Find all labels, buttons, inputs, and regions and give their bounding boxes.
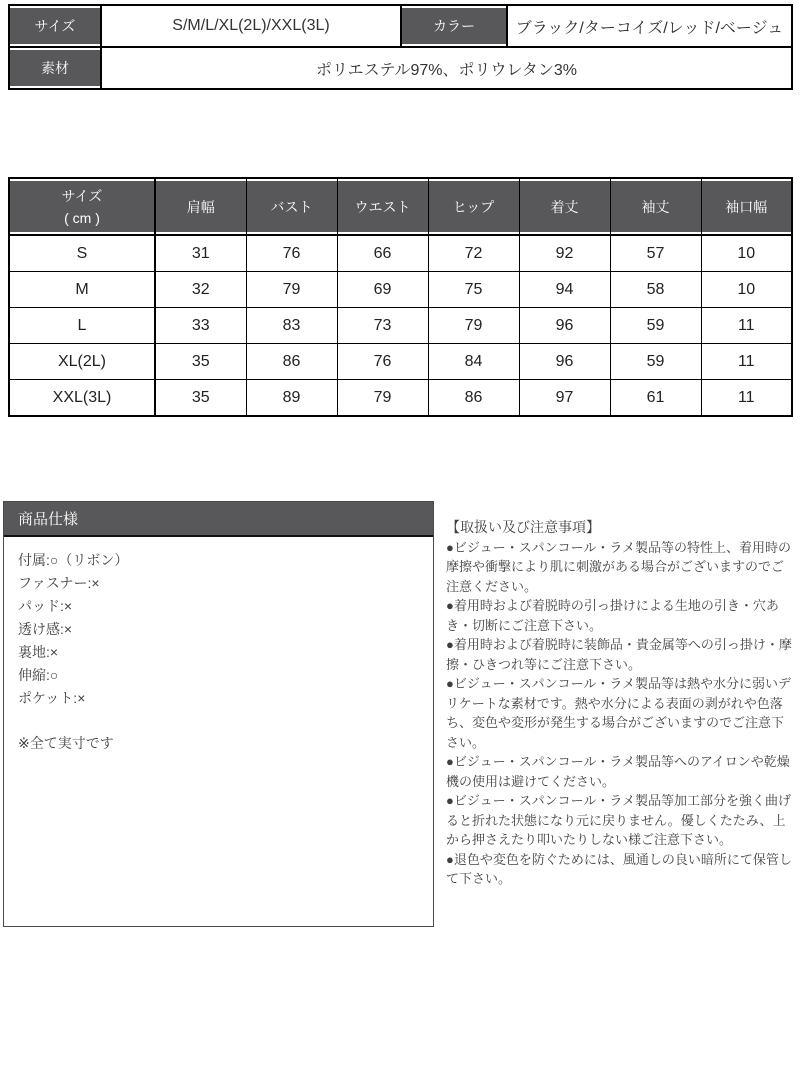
cell: 76: [246, 235, 337, 272]
cell: 89: [246, 380, 337, 417]
size-chart-table: [8, 177, 793, 417]
col-header-cuff: 袖口幅: [701, 178, 792, 235]
corner-label-line1: サイズ: [61, 187, 103, 204]
cell: 96: [519, 308, 610, 344]
spec-row-size-color: [9, 5, 792, 47]
cell: 84: [428, 344, 519, 380]
col-header-waist: ウエスト: [337, 178, 428, 235]
cell: 69: [337, 272, 428, 308]
corner-label-line2: ( cm ): [64, 209, 100, 226]
row-label: M: [9, 272, 155, 308]
cell: 59: [610, 344, 701, 380]
cell: 10: [701, 235, 792, 272]
row-label: L: [9, 308, 155, 344]
cell: 79: [337, 380, 428, 417]
cell: 97: [519, 380, 610, 417]
col-header-length: 着丈: [519, 178, 610, 235]
cell: 11: [701, 344, 792, 380]
size-chart-corner-cell: [9, 178, 155, 235]
table-row-xxl: [9, 380, 792, 417]
care-note-item: ●着用時および着脱時に装飾品・貴金属等への引っ掛け・摩擦・ひきつれ等にご注意下さい。: [446, 637, 792, 672]
table-row-xl: [9, 344, 792, 380]
cell: 96: [519, 344, 610, 380]
color-value-cell: ブラック/ターコイズ/レッド/ベージュ: [507, 5, 792, 47]
care-note-item: ●ビジュー・スパンコール・ラメ製品等加工部分を強く曲げると折れた状態になり元に戻りません。優しくたたみ、上から押さえたり叩いたりしない様ご注意下さい。: [446, 793, 791, 847]
col-header-shoulder: 肩幅: [155, 178, 246, 235]
size-label-cell: サイズ: [9, 5, 101, 47]
cell: 11: [701, 380, 792, 417]
cell: 76: [337, 344, 428, 380]
material-value-cell: ポリエステル97%、ポリウレタン3%: [101, 47, 792, 89]
cell: 57: [610, 235, 701, 272]
detail-item-pad: パッド:×: [18, 598, 73, 614]
detail-item-lining: 裏地:×: [18, 644, 59, 660]
spec-row-material: [9, 47, 792, 89]
product-details-box: [3, 501, 434, 927]
cell: 59: [610, 308, 701, 344]
cell: 32: [155, 272, 246, 308]
cell: 72: [428, 235, 519, 272]
care-note-item: ●退色や変色を防ぐためには、風通しの良い暗所にて保管して下さい。: [446, 851, 792, 886]
cell: 79: [246, 272, 337, 308]
cell: 86: [246, 344, 337, 380]
detail-item-sheerness: 透け感:×: [18, 621, 73, 637]
cell: 33: [155, 308, 246, 344]
detail-item-stretch: 伸縮:○: [18, 667, 59, 683]
care-notes-title: 【取扱い及び注意事項】: [446, 519, 600, 535]
care-note-item: ●ビジュー・スパンコール・ラメ製品等へのアイロンや乾燥機の使用は避けてください。: [446, 754, 790, 789]
cell: 79: [428, 308, 519, 344]
cell: 73: [337, 308, 428, 344]
cell: 66: [337, 235, 428, 272]
row-label: XXL(3L): [9, 380, 155, 417]
cell: 92: [519, 235, 610, 272]
size-value-cell: S/M/L/XL(2L)/XXL(3L): [101, 5, 401, 47]
cell: 61: [610, 380, 701, 417]
cell: 31: [155, 235, 246, 272]
spec-table: [8, 4, 793, 90]
care-note-item: ●着用時および着脱時の引っ掛けによる生地の引き・穴あき・切断にご注意下さい。: [446, 598, 779, 633]
cell: 75: [428, 272, 519, 308]
detail-item-fastener: ファスナー:×: [18, 575, 100, 591]
cell: 58: [610, 272, 701, 308]
cell: 83: [246, 308, 337, 344]
care-note-item: ●ビジュー・スパンコール・ラメ製品等の特性上、着用時の摩擦や衝撃により肌に刺激がある場合がございますのでご注意ください。: [446, 539, 791, 594]
care-notes: [446, 518, 796, 889]
table-row-l: [9, 308, 792, 344]
product-details-title: 商品仕様: [4, 502, 433, 537]
cell: 11: [701, 308, 792, 344]
col-header-bust: バスト: [246, 178, 337, 235]
row-label: S: [9, 235, 155, 272]
color-label-cell: カラー: [401, 5, 507, 47]
cell: 35: [155, 344, 246, 380]
measurement-note: ※全て実寸です: [18, 735, 114, 751]
cell: 94: [519, 272, 610, 308]
cell: 86: [428, 380, 519, 417]
table-row-s: [9, 235, 792, 272]
detail-item-pocket: ポケット:×: [18, 690, 86, 706]
detail-item-accessory: 付属:○（リボン）: [18, 552, 129, 568]
row-label: XL(2L): [9, 344, 155, 380]
size-chart-header-row: [9, 178, 792, 235]
product-details-body: [4, 537, 433, 755]
table-row-m: [9, 272, 792, 308]
material-label-cell: 素材: [9, 47, 101, 89]
cell: 10: [701, 272, 792, 308]
col-header-sleeve: 袖丈: [610, 178, 701, 235]
col-header-hip: ヒップ: [428, 178, 519, 235]
care-note-item: ●ビジュー・スパンコール・ラメ製品等は熱や水分に弱いデリケートな素材です。熱や水分による表面の剥がれや色落ち、変色や変形が発生する場合がございますのでご注意下さい。: [446, 676, 791, 750]
cell: 35: [155, 380, 246, 417]
